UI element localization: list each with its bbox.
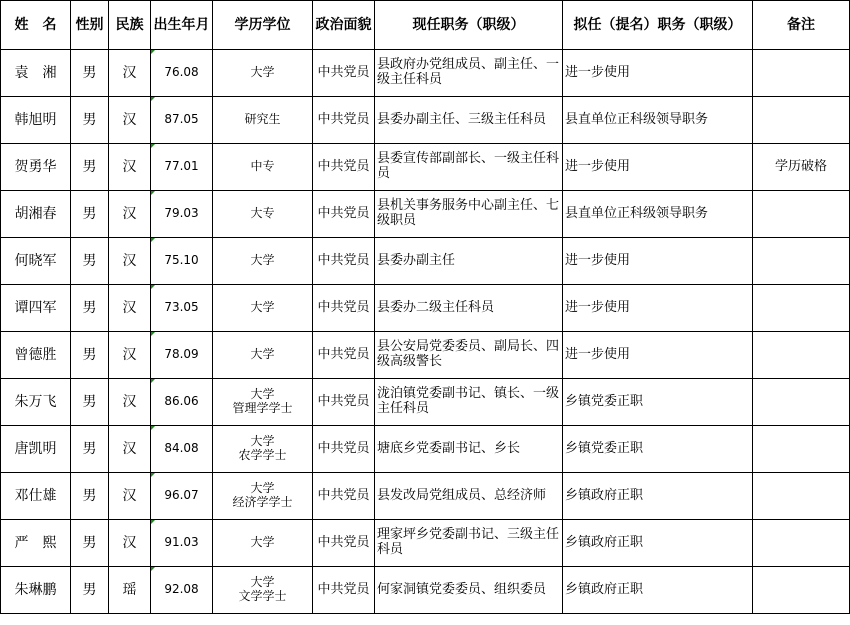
cell-proposed-position: 乡镇政府正职 bbox=[563, 567, 753, 614]
education-level: 中专 bbox=[250, 159, 275, 174]
cell-birth: 86.06 bbox=[151, 379, 213, 426]
cell-education bbox=[213, 426, 313, 473]
cell-note bbox=[753, 50, 850, 97]
education-level: 大学 bbox=[250, 434, 275, 449]
header-note: 备注 bbox=[753, 1, 850, 50]
cell-birth: 76.08 bbox=[151, 50, 213, 97]
cell-proposed-position: 乡镇党委正职 bbox=[563, 379, 753, 426]
cell-proposed-position: 进一步使用 bbox=[563, 238, 753, 285]
cell-name: 袁 湘 bbox=[1, 50, 71, 97]
cell-name: 胡湘春 bbox=[1, 191, 71, 238]
header-proposed-position: 拟任（提名）职务（职级） bbox=[563, 1, 753, 50]
cell-note bbox=[753, 426, 850, 473]
degree: 文学学士 bbox=[238, 589, 287, 603]
cell-current-position: 县机关事务服务中心副主任、七级职员 bbox=[375, 191, 563, 238]
cell-party: 中共党员 bbox=[313, 50, 375, 97]
cell-sex: 男 bbox=[71, 426, 109, 473]
cell-birth: 77.01 bbox=[151, 144, 213, 191]
cell-ethnicity: 汉 bbox=[109, 97, 151, 144]
cell-note bbox=[753, 191, 850, 238]
cell-ethnicity: 汉 bbox=[109, 191, 151, 238]
cell-proposed-position: 进一步使用 bbox=[563, 285, 753, 332]
cell-proposed-position: 乡镇党委正职 bbox=[563, 426, 753, 473]
degree: 管理学学士 bbox=[232, 401, 293, 415]
cell-birth: 78.09 bbox=[151, 332, 213, 379]
cell-name: 曾德胜 bbox=[1, 332, 71, 379]
cell-sex: 男 bbox=[71, 332, 109, 379]
cell-current-position: 县委宣传部副部长、一级主任科员 bbox=[375, 144, 563, 191]
education-level: 大学 bbox=[250, 575, 275, 590]
cell-proposed-position: 进一步使用 bbox=[563, 332, 753, 379]
cell-current-position: 县委办副主任 bbox=[375, 238, 563, 285]
cell-note bbox=[753, 567, 850, 614]
cell-education bbox=[213, 473, 313, 520]
cell-current-position: 县委办二级主任科员 bbox=[375, 285, 563, 332]
education-level: 大学 bbox=[250, 535, 275, 550]
education-level: 大学 bbox=[250, 347, 275, 362]
cell-note bbox=[753, 379, 850, 426]
cell-name: 朱万飞 bbox=[1, 379, 71, 426]
table-row bbox=[1, 238, 850, 285]
cell-current-position: 县委办副主任、三级主任科员 bbox=[375, 97, 563, 144]
education-level: 研究生 bbox=[244, 112, 281, 127]
cell-current-position: 泷泊镇党委副书记、镇长、一级主任科员 bbox=[375, 379, 563, 426]
table-row bbox=[1, 191, 850, 238]
header-education: 学历学位 bbox=[213, 1, 313, 50]
cell-party: 中共党员 bbox=[313, 426, 375, 473]
table-row bbox=[1, 426, 850, 473]
cell-party: 中共党员 bbox=[313, 332, 375, 379]
cell-ethnicity: 汉 bbox=[109, 50, 151, 97]
cell-sex: 男 bbox=[71, 473, 109, 520]
cell-birth: 73.05 bbox=[151, 285, 213, 332]
cell-sex: 男 bbox=[71, 379, 109, 426]
cell-current-position: 县政府办党组成员、副主任、一级主任科员 bbox=[375, 50, 563, 97]
cell-ethnicity: 汉 bbox=[109, 144, 151, 191]
cell-education bbox=[213, 191, 313, 238]
table-row bbox=[1, 332, 850, 379]
cell-party: 中共党员 bbox=[313, 97, 375, 144]
cell-current-position: 塘底乡党委副书记、乡长 bbox=[375, 426, 563, 473]
cell-note: 学历破格 bbox=[753, 144, 850, 191]
table-row bbox=[1, 379, 850, 426]
cell-education bbox=[213, 285, 313, 332]
cell-education bbox=[213, 50, 313, 97]
table-row bbox=[1, 520, 850, 567]
cell-party: 中共党员 bbox=[313, 379, 375, 426]
cell-ethnicity: 汉 bbox=[109, 379, 151, 426]
cell-name: 严 熙 bbox=[1, 520, 71, 567]
table-row bbox=[1, 97, 850, 144]
cell-ethnicity: 汉 bbox=[109, 520, 151, 567]
cell-birth: 91.03 bbox=[151, 520, 213, 567]
cell-ethnicity: 汉 bbox=[109, 426, 151, 473]
cell-birth: 87.05 bbox=[151, 97, 213, 144]
header-sex: 性别 bbox=[71, 1, 109, 50]
education-level: 大专 bbox=[250, 206, 275, 221]
cell-ethnicity: 汉 bbox=[109, 238, 151, 285]
cell-education bbox=[213, 379, 313, 426]
cell-name: 邓仕雄 bbox=[1, 473, 71, 520]
education-level: 大学 bbox=[250, 65, 275, 80]
education-level: 大学 bbox=[250, 387, 275, 402]
cell-name: 谭四军 bbox=[1, 285, 71, 332]
cell-note bbox=[753, 97, 850, 144]
cell-party: 中共党员 bbox=[313, 238, 375, 285]
cell-sex: 男 bbox=[71, 238, 109, 285]
cell-current-position: 理家坪乡党委副书记、三级主任科员 bbox=[375, 520, 563, 567]
cell-proposed-position: 乡镇政府正职 bbox=[563, 473, 753, 520]
education-level: 大学 bbox=[250, 300, 275, 315]
cell-proposed-position: 县直单位正科级领导职务 bbox=[563, 191, 753, 238]
header-current-position: 现任职务（职级） bbox=[375, 1, 563, 50]
cell-sex: 男 bbox=[71, 520, 109, 567]
cell-note bbox=[753, 285, 850, 332]
table-row bbox=[1, 473, 850, 520]
cell-ethnicity: 瑶 bbox=[109, 567, 151, 614]
table-row bbox=[1, 567, 850, 614]
cell-party: 中共党员 bbox=[313, 567, 375, 614]
cell-party: 中共党员 bbox=[313, 191, 375, 238]
cell-party: 中共党员 bbox=[313, 144, 375, 191]
cell-sex: 男 bbox=[71, 144, 109, 191]
cell-name: 韩旭明 bbox=[1, 97, 71, 144]
cell-note bbox=[753, 238, 850, 285]
cell-birth: 92.08 bbox=[151, 567, 213, 614]
cell-birth: 96.07 bbox=[151, 473, 213, 520]
cell-current-position: 县发改局党组成员、总经济师 bbox=[375, 473, 563, 520]
cell-education bbox=[213, 520, 313, 567]
cell-party: 中共党员 bbox=[313, 285, 375, 332]
cell-ethnicity: 汉 bbox=[109, 285, 151, 332]
cell-current-position: 何家洞镇党委委员、组织委员 bbox=[375, 567, 563, 614]
cell-birth: 79.03 bbox=[151, 191, 213, 238]
header-party: 政治面貌 bbox=[313, 1, 375, 50]
cell-education bbox=[213, 238, 313, 285]
cell-name: 何晓军 bbox=[1, 238, 71, 285]
cell-proposed-position: 进一步使用 bbox=[563, 50, 753, 97]
degree: 经济学学士 bbox=[232, 495, 293, 509]
table-row bbox=[1, 144, 850, 191]
table-row bbox=[1, 50, 850, 97]
cell-ethnicity: 汉 bbox=[109, 332, 151, 379]
cell-note bbox=[753, 332, 850, 379]
cell-proposed-position: 进一步使用 bbox=[563, 144, 753, 191]
cell-birth: 84.08 bbox=[151, 426, 213, 473]
cell-birth: 75.10 bbox=[151, 238, 213, 285]
cell-name: 唐凯明 bbox=[1, 426, 71, 473]
cell-sex: 男 bbox=[71, 97, 109, 144]
table-body bbox=[1, 50, 850, 614]
education-level: 大学 bbox=[250, 481, 275, 496]
cell-education bbox=[213, 144, 313, 191]
cell-education bbox=[213, 567, 313, 614]
cell-name: 贺勇华 bbox=[1, 144, 71, 191]
education-level: 大学 bbox=[250, 253, 275, 268]
cell-note bbox=[753, 473, 850, 520]
degree: 农学学士 bbox=[238, 448, 287, 462]
cell-education bbox=[213, 97, 313, 144]
cell-sex: 男 bbox=[71, 567, 109, 614]
cell-name: 朱琳鹏 bbox=[1, 567, 71, 614]
cell-current-position: 县公安局党委委员、副局长、四级高级警长 bbox=[375, 332, 563, 379]
header-ethnicity: 民族 bbox=[109, 1, 151, 50]
header-row bbox=[1, 1, 850, 50]
cell-ethnicity: 汉 bbox=[109, 473, 151, 520]
table-row bbox=[1, 285, 850, 332]
cell-sex: 男 bbox=[71, 191, 109, 238]
cell-education bbox=[213, 332, 313, 379]
cell-party: 中共党员 bbox=[313, 520, 375, 567]
cell-sex: 男 bbox=[71, 50, 109, 97]
cell-proposed-position: 县直单位正科级领导职务 bbox=[563, 97, 753, 144]
cell-note bbox=[753, 520, 850, 567]
cell-party: 中共党员 bbox=[313, 473, 375, 520]
cell-proposed-position: 乡镇政府正职 bbox=[563, 520, 753, 567]
header-name: 姓 名 bbox=[1, 1, 71, 50]
header-birth: 出生年月 bbox=[151, 1, 213, 50]
cell-sex: 男 bbox=[71, 285, 109, 332]
